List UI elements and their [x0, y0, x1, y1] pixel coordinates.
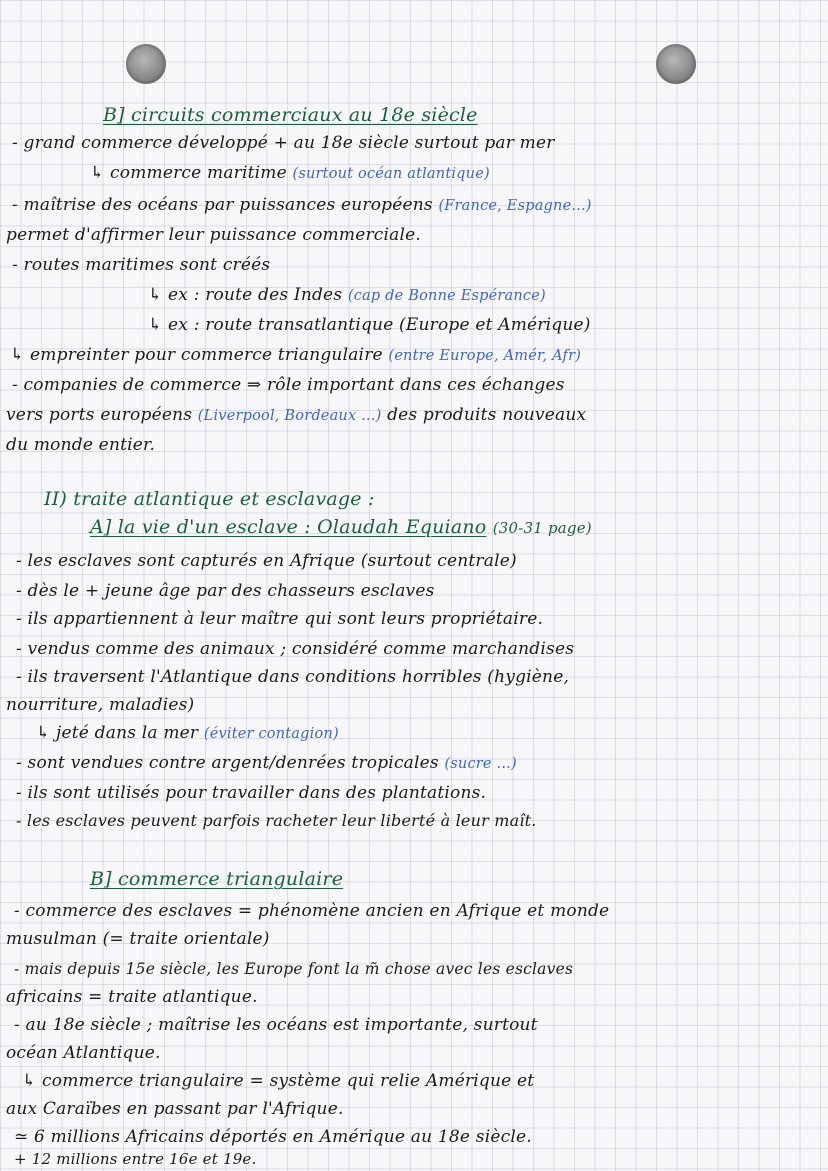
note-line: - au 18e siècle ; maîtrise les océans est importante, surtout — [14, 1015, 538, 1035]
note-line: nourriture, maladies) — [6, 695, 195, 715]
note-line: - commerce des esclaves = phénomène ancien en Afrique et monde — [14, 901, 610, 921]
note-annotation: (surtout océan atlantique) — [292, 166, 490, 182]
note-text: - maîtrise des océans par puissances européens — [12, 195, 433, 215]
note-line: - grand commerce développé + au 18e siècle surtout par mer — [12, 133, 555, 153]
note-line: musulman (= traite orientale) — [6, 929, 270, 949]
section-b1-title: B] circuits commerciaux au 18e siècle — [103, 104, 478, 126]
note-annotation: (sucre ...) — [444, 756, 517, 772]
note-line — [148, 284, 546, 307]
section-2a-heading: A] la vie d'un esclave : Olaudah Equiano — [90, 516, 487, 538]
note-line — [12, 194, 592, 217]
note-annotation: (cap de Bonne Espérance) — [347, 288, 546, 304]
note-line — [90, 162, 490, 185]
note-line: + 12 millions entre 16e et 19e. — [14, 1150, 257, 1168]
note-line: permet d'affirmer leur puissance commerciale. — [6, 225, 421, 245]
section-2a-pages: (30-31 page) — [492, 519, 592, 537]
note-line: - ils sont utilisés pour travailler dans des plantations. — [16, 783, 487, 803]
note-line — [36, 722, 339, 745]
note-text: ↳ jeté dans la mer — [36, 723, 199, 743]
note-line: ↳ ex : route transatlantique (Europe et Amérique) — [148, 315, 591, 335]
note-line: - les esclaves sont capturés en Afrique (surtout centrale) — [16, 551, 517, 571]
section-b2-title: B] commerce triangulaire — [90, 868, 344, 890]
section-2a-title — [90, 516, 592, 539]
note-line: - ils appartiennent à leur maître qui sont leurs propriétaire. — [16, 609, 544, 629]
note-line — [10, 344, 581, 367]
section-2-title: II) traite atlantique et esclavage : — [44, 488, 375, 510]
note-text: - sont vendues contre argent/denrées tropicales — [16, 753, 439, 773]
note-text: ↳ commerce maritime — [90, 163, 287, 183]
note-line: océan Atlantique. — [6, 1043, 161, 1063]
note-line: - les esclaves peuvent parfois racheter leur liberté à leur maît. — [16, 811, 537, 830]
note-line: aux Caraïbes en passant par l'Afrique. — [6, 1099, 344, 1119]
note-line: - companies de commerce ⇒ rôle important dans ces échanges — [12, 375, 565, 395]
note-line: - dès le + jeune âge par des chasseurs esclaves — [16, 581, 435, 601]
note-line: ↳ commerce triangulaire = système qui relie Amérique et — [22, 1071, 535, 1091]
note-text: des produits nouveaux — [387, 405, 587, 425]
note-text: ↳ ex : route des Indes — [148, 285, 343, 305]
note-line: - ils traversent l'Atlantique dans conditions horribles (hygiène, — [16, 667, 570, 687]
note-annotation: (entre Europe, Amér, Afr) — [388, 348, 582, 364]
note-line: - routes maritimes sont créés — [12, 255, 271, 275]
note-annotation: (éviter contagion) — [203, 726, 339, 742]
note-line: - vendus comme des animaux ; considéré comme marchandises — [16, 639, 575, 659]
note-text: vers ports européens — [6, 405, 193, 425]
note-annotation: (Liverpool, Bordeaux ...) — [197, 408, 382, 424]
note-annotation: (France, Espagne...) — [438, 198, 592, 214]
note-line — [16, 752, 517, 775]
note-line: du monde entier. — [6, 435, 156, 455]
note-line: ≃ 6 millions Africains déportés en Amérique au 18e siècle. — [14, 1127, 532, 1147]
note-line: - mais depuis 15e siècle, les Europe font la m̃ chose avec les esclaves — [14, 960, 574, 978]
note-line: africains = traite atlantique. — [6, 987, 258, 1007]
note-text: ↳ empreinter pour commerce triangulaire — [10, 345, 383, 365]
note-line — [6, 404, 586, 427]
